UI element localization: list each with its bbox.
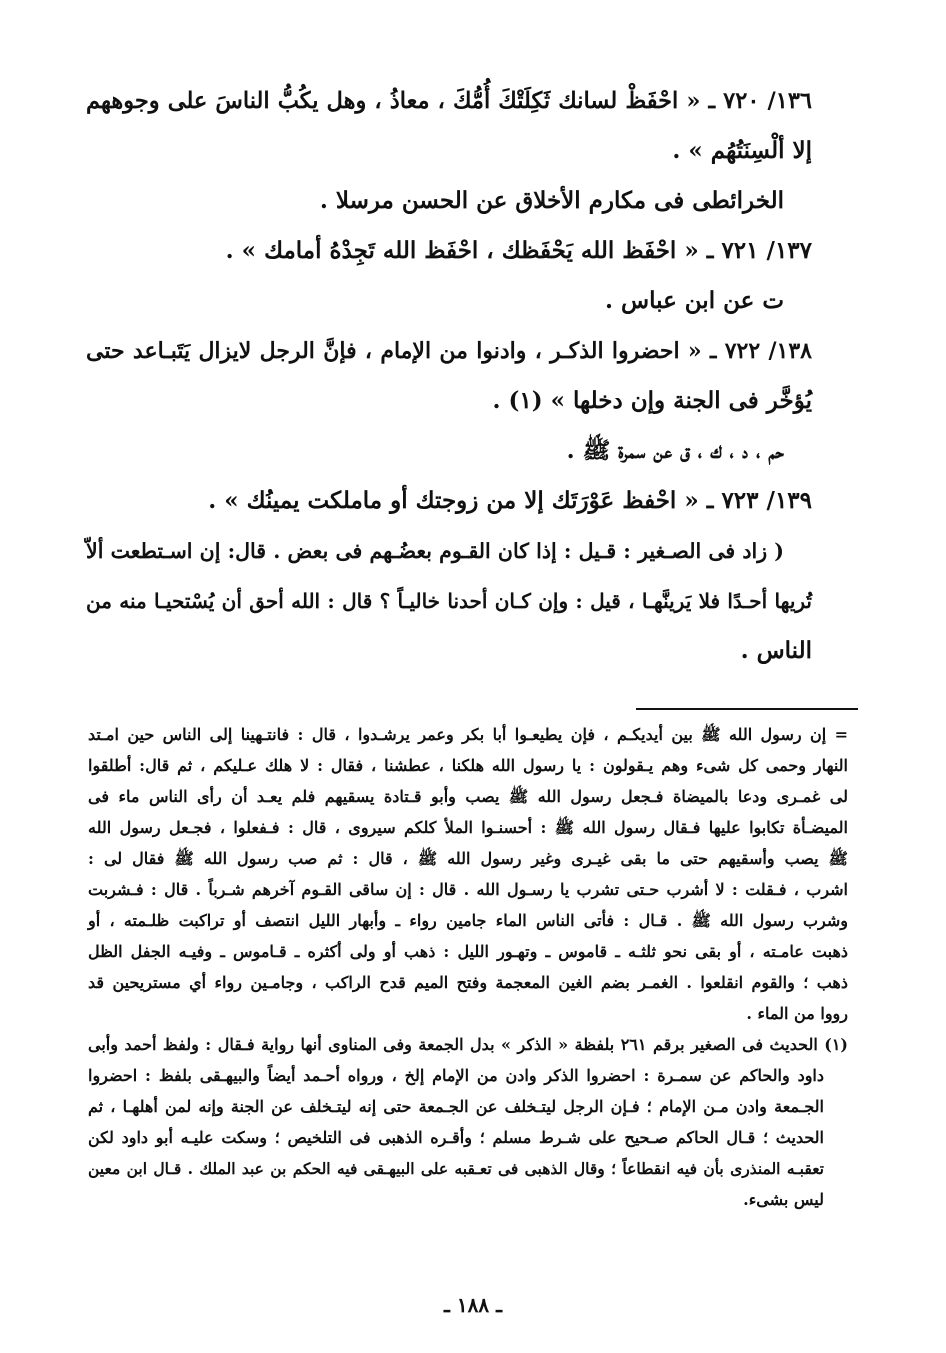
footnote-continued-line-5: ﷺ يصب وأسقيهم حتى ما بقى غيـرى وغير رسول الله ﷺ ، قال : ثم صب رسول الله ﷺ فقال لى : (88, 849, 848, 868)
footnote-continued-line-2: النهار وحمى كل شىء وهم يـقولون : يا رسول الله هلكنا ، عطشنا ، فقال : لا هلك عـليكم ، ثم قال: أطلقوا (88, 756, 848, 775)
footnote-1-line-5: تعقبـه المنذرى بأن فيه انقطاعاً ؛ وقال الذهبى فى تعـقبه على البيهـقى فيه الحكم بن عبد الملك . قـال ابن معين (88, 1159, 824, 1178)
hadith-136-line-2: إلا ألْسِنَتُهُم » . (672, 137, 812, 164)
hadith-138-source: حم ، د ، ك ، ق عن سمرة ﷺ . (566, 437, 784, 464)
footnotes (88, 719, 848, 1215)
footnote-continued-line-3: لى غمـرى ودعا بالميضاة فـجعل رسول الله ﷺ يصب وأبو قـتادة يسقيهم فلم يعـد أن رأى الناس ماء فى (88, 787, 848, 806)
footnote-1-line-2: داود والحاكم عن سمـرة : احضروا الذكر وادن من الإمام إلخ ، ورواه أحـمد أيضاً والبيهـقى بلفظ : احضروا (88, 1066, 824, 1085)
hadith-136-source: الخرائطى فى مكارم الأخلاق عن الحسن مرسلا . (319, 187, 784, 214)
hadith-138-line-1: ١٣٨/ ٧٢٢ ـ « احضروا الذكـر ، وادنوا من الإمام ، فإنَّ الرجل لايزال يَتَبـاعد حتى (86, 338, 812, 364)
hadith-139: ١٣٩/ ٧٢٣ ـ « احْفظ عَوْرَتَك إلا من زوجتك أو ماملكت يمينُك » . (208, 487, 812, 514)
footnote-1-line-1: (١) الحديث فى الصغير برقم ٢٦١ بلفظة « الذكر » بدل الجمعة وفى المناوى أنها رواية فـقال : ولفظ أحمد وأبى (88, 1035, 848, 1054)
footnote-1-line-6: ليس بشىء. (743, 1190, 824, 1209)
hadith-139-addition-line-2: تُريها أحـدًا فلا يَرينَّهـا ، قيل : وإن كـان أحدنا خاليـاً ؟ قال : الله أحق أن يُسْتحيـا منه من (86, 589, 812, 613)
hadith-138-line-2: يُؤخَّر فى الجنة وإن دخلها » (١) . (492, 387, 812, 414)
footnote-continued-line-1: = إن رسول الله ﷺ بين أيديكـم ، فإن يطيعـوا أبا بكر وعمر يرشـدوا ، قال : فانتـهينا إلى الناس حين امـتد (88, 725, 849, 744)
footnote-continued-line-6: اشرب ، فـقلت : لا أشرب حـتى تشرب يا رسـول الله . قال : إن ساقى القـوم آخرهم شـرباً . قال : فـشربت (88, 880, 848, 899)
hadith-136-line-1: ١٣٦/ ٧٢٠ ـ « احْفَظْ لسانك ثَكِلَتْكَ أُمُّكَ ، معاذُ ، وهل يكُبُّ الناسَ على وجوههم (86, 88, 812, 114)
footnote-continued-line-7: وشرب رسول الله ﷺ . قـال : فأتى الناس الماء جامين رواء ـ وأبهار الليل انتصف أو تراكبت ظلـمته ، أو (88, 911, 849, 930)
footnote-continued-line-4: الميضـأة تكابوا عليها فـقال رسول الله ﷺ : أحسنـوا الملأ كلكم سيروى ، قال : فـفعلوا ، فجـعل رسول الله (88, 818, 849, 837)
footnote-divider (636, 708, 858, 710)
hadith-137: ١٣٧/ ٧٢١ ـ « احْفَظ الله يَحْفَظك ، احْفَظ الله تَجِدْهُ أمامك » . (225, 237, 812, 264)
footnote-continued-line-8: ذهبت عامـته ، أو بقى نحو ثلثـه ـ قاموس ـ وتهـور الليل : ذهب أو ولى أكثره ـ قـاموس ـ وفيـه الجفل الظل (88, 942, 848, 961)
footnote-continued-line-10: رووا من الماء . (746, 1004, 848, 1023)
footnote-continued-line-9: ذهب ؛ والقوم انقلعوا . الغمـر بضم الغين المعجمة وفتح الميم قدح الراكب ، وجامـين رواء أي مستريحين قد (88, 973, 848, 992)
hadith-139-addition-line-3: الناس . (740, 637, 812, 664)
hadith-137-source: ت عن ابن عباس . (605, 287, 784, 314)
footnote-1-line-3: الجـمعة وادن مـن الإمام ؛ فـإن الرجل ليتـخلف عن الجـمعة حتى إنه ليتـخلف عن الجنة وإنه لمن أهلهـا ، ثم (88, 1097, 824, 1116)
main-text (86, 76, 812, 676)
footnote-1-line-4: الحديث ؛ قـال الحاكم صـحيح على شـرط مسلم ؛ وأقـره الذهبى فى التلخيص ؛ وسكت عليـه أبو داود لكن (88, 1128, 825, 1147)
page-number: ـ ١٨٨ ـ (444, 1293, 502, 1317)
hadith-139-addition-line-1: ( زاد فى الصـغير : قـيل : إذا كان القـوم بعضُـهم فى بعض . قال: إن اسـتطعت ألاّ (86, 539, 784, 563)
